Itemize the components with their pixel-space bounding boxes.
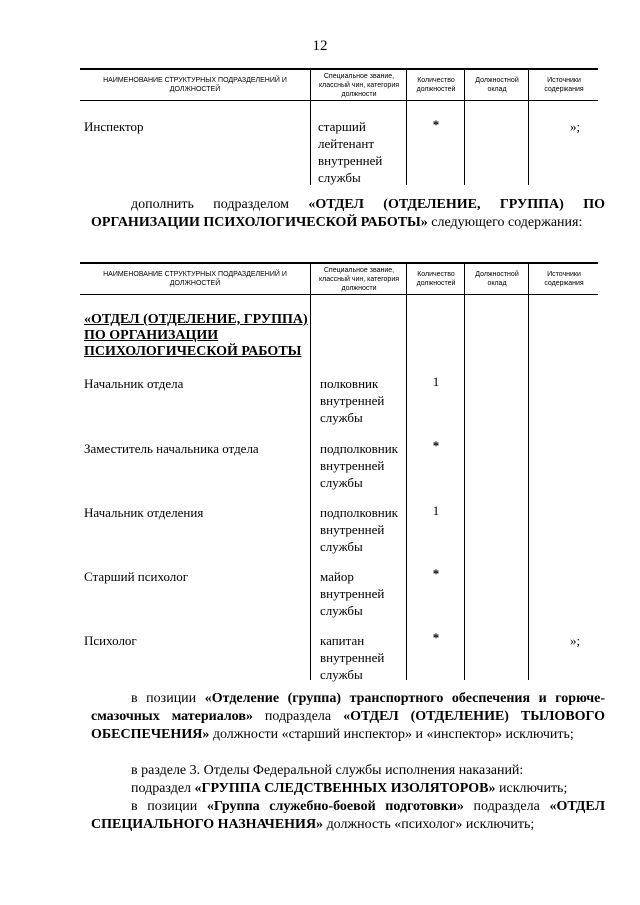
table2-row-count: 1 xyxy=(432,374,440,389)
table2-row-count: * xyxy=(432,438,440,453)
closing-text: в позиции xyxy=(131,799,198,814)
header-col-rank: Специальное звание, классный чин, категория должности xyxy=(310,264,407,294)
table2-row-name: Заместитель начальника отдела xyxy=(84,441,259,456)
closing-bold: «ОТДЕЛ (ОТДЕЛЕНИЕ) ТЫЛОВОГО ОБЕСПЕЧЕНИЯ» xyxy=(91,709,605,742)
closing-paragraph-1 xyxy=(91,690,605,744)
table2-row-name: Начальник отдела xyxy=(84,376,184,391)
table2-header xyxy=(80,262,598,295)
header-col-name: НАИМЕНОВАНИЕ СТРУКТУРНЫХ ПОДРАЗДЕЛЕНИЙ И ДОЛЖНОСТЕЙ xyxy=(103,271,287,287)
header-col-salary: Должностной оклад xyxy=(464,264,529,294)
table2-divider xyxy=(464,295,465,680)
table2-dept-title: «ОТДЕЛ (ОТДЕЛЕНИЕ, ГРУППА) ПО ОРГАНИЗАЦИИ ПСИХОЛОГИЧЕСКОЙ РАБОТЫ xyxy=(84,312,308,359)
table1-rank: старший лейтенант внутренней службы xyxy=(318,119,383,185)
closing-bold: «ОТДЕЛ СПЕЦИАЛЬНОГО НАЗНАЧЕНИЯ» xyxy=(91,799,605,832)
table1-count: * xyxy=(432,117,440,132)
table1-source: »; xyxy=(570,119,581,134)
header-col-name: НАИМЕНОВАНИЕ СТРУКТУРНЫХ ПОДРАЗДЕЛЕНИЙ И ДОЛЖНОСТЕЙ xyxy=(103,77,287,93)
table2-row-name: Начальник отделения xyxy=(84,505,204,520)
header-col-source: Источники содержания xyxy=(528,264,599,294)
page-number: 12 xyxy=(312,38,328,54)
table2-divider xyxy=(528,295,529,680)
closing-paragraph-2: в разделе 3. Отделы Федеральной службы исполнения наказаний: xyxy=(131,763,524,778)
closing-paragraph-3 xyxy=(91,780,605,798)
closing-text: должность «психолог» исключить; xyxy=(326,817,535,832)
closing-text: подраздела xyxy=(264,709,332,724)
closing-bold: «Отделение (группа) транспортного обеспечения и горюче-смазочных материалов» xyxy=(91,691,605,724)
table2-row-count: * xyxy=(432,566,440,581)
header-col-source: Источники содержания xyxy=(528,70,599,100)
header-col-count: Количество должностей xyxy=(406,264,465,294)
intro-paragraph xyxy=(91,196,605,232)
table2-row-count: 1 xyxy=(432,503,440,518)
table2-row-rank: подполковник внутренней службы xyxy=(320,441,398,490)
header-col-salary: Должностной оклад xyxy=(464,70,529,100)
table2-row-count: * xyxy=(432,630,440,645)
header-col-count: Количество должностей xyxy=(406,70,465,100)
table2-row-name: Старший психолог xyxy=(84,569,189,584)
table1-divider xyxy=(406,101,407,185)
closing-text: исключить; xyxy=(498,781,568,796)
closing-text: в позиции xyxy=(131,691,197,706)
intro-text-end: следующего содержания: xyxy=(431,215,583,230)
table2-row-name: Психолог xyxy=(84,633,137,648)
closing-text: подраздел xyxy=(131,781,192,796)
table1-divider xyxy=(528,101,529,185)
table1-divider xyxy=(464,101,465,185)
closing-paragraph-4 xyxy=(91,798,605,834)
table2-row-source: »; xyxy=(570,633,581,648)
intro-dept-name: «ОТДЕЛ (ОТДЕЛЕНИЕ, ГРУППА) ПО ОРГАНИЗАЦИИ ПСИХОЛОГИЧЕСКОЙ РАБОТЫ» xyxy=(91,197,606,230)
table1-position-name: Инспектор xyxy=(84,119,144,134)
header-col-rank: Специальное звание, классный чин, категория должности xyxy=(310,70,407,100)
table2-row-rank: капитан внутренней службы xyxy=(320,633,385,682)
closing-bold: «Группа служебно-боевой подготовки» xyxy=(206,799,464,814)
closing-text: должности «старший инспектор» и «инспектор» исключить; xyxy=(212,727,574,742)
closing-bold: «ГРУППА СЛЕДСТВЕННЫХ ИЗОЛЯТОРОВ» xyxy=(194,781,496,796)
intro-text: дополнить подразделом xyxy=(131,197,289,212)
table2-row-rank: полковник внутренней службы xyxy=(320,376,385,425)
table2-row-rank: подполковник внутренней службы xyxy=(320,505,398,554)
table1-header xyxy=(80,68,598,101)
closing-text: подраздела xyxy=(473,799,540,814)
table2-row-rank: майор внутренней службы xyxy=(320,569,385,618)
table1-divider xyxy=(310,101,311,185)
